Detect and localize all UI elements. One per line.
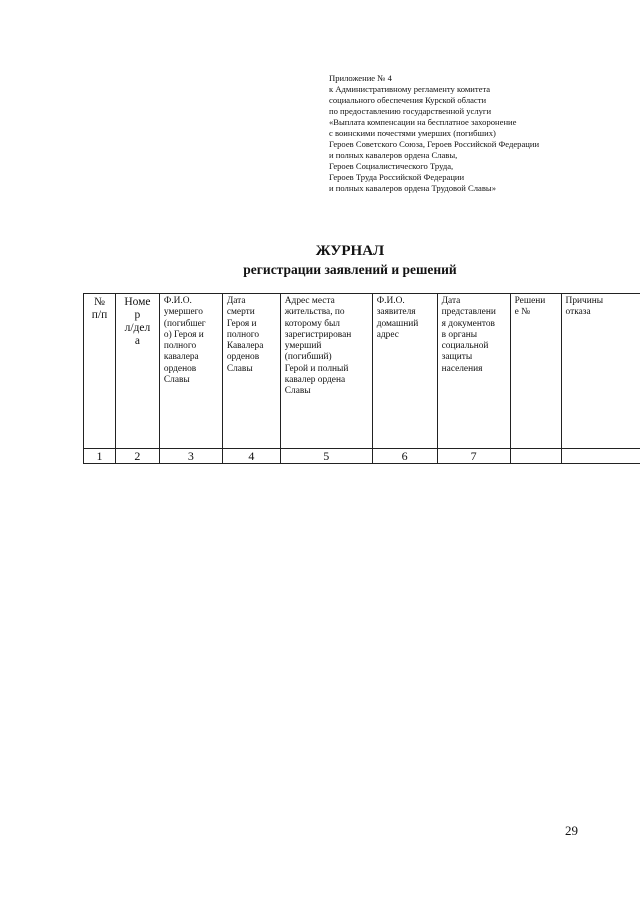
table-header-row (84, 294, 640, 449)
header-line: полного (226, 329, 260, 340)
header-cell-decision-number (510, 294, 561, 449)
appendix-line: «Выплата компенсации на бесплатное захоронение (329, 117, 517, 127)
header-line: Ф.И.О. (376, 296, 405, 306)
header-line: орденов (226, 352, 260, 363)
header-cell-applicant (372, 294, 437, 449)
header-line: которому был (284, 318, 340, 329)
header-line: отказа (565, 307, 591, 318)
header-line: я документов (441, 318, 495, 329)
column-number-cell (510, 449, 561, 464)
header-cell-refusal-reasons (561, 294, 640, 449)
appendix-line: Приложение № 4 (329, 73, 392, 83)
appendix-line: и полных кавалеров ордена Славы, (329, 150, 458, 160)
header-line: защиты (441, 352, 473, 363)
header-line: Героя и (226, 318, 257, 329)
header-cell-deceased-name (159, 294, 222, 449)
header-line: Славы (226, 363, 253, 374)
header-line: Причины (565, 296, 604, 306)
header-line: (погибшег (163, 318, 206, 329)
header-line: о) Героя и (163, 329, 204, 340)
appendix-note (329, 73, 629, 194)
table-number-row (84, 449, 640, 464)
appendix-line: по предоставлению государственной услуги (329, 106, 492, 116)
column-number-cell: 3 (159, 449, 222, 464)
header-line: л/дел (124, 322, 151, 334)
header-line: (погибший) (284, 352, 332, 363)
appendix-line: Героев Социалистического Труда, (329, 161, 454, 171)
column-number-cell: 5 (280, 449, 372, 464)
header-line: п/п (91, 309, 108, 321)
header-line: орденов (163, 363, 197, 374)
header-line: адрес (376, 329, 399, 340)
header-cell-death-date (222, 294, 280, 449)
header-line: представлени (441, 307, 496, 318)
header-line: Решени (514, 296, 546, 306)
header-cell-index (84, 294, 116, 449)
header-line: заявителя (376, 307, 416, 318)
document-title: ЖУРНАЛ (315, 243, 385, 259)
document-subtitle: регистрации заявлений и решений (243, 262, 457, 277)
appendix-line: к Административному регламенту комитета (329, 84, 491, 94)
header-line: населения (441, 363, 483, 374)
header-line: зарегистрирован (284, 329, 352, 340)
appendix-line: с воинскими почестями умерших (погибших) (329, 128, 496, 138)
header-line: домашний (376, 318, 419, 329)
column-number-cell: 1 (84, 449, 116, 464)
header-line: р (134, 309, 141, 321)
header-line: в органы (441, 329, 478, 340)
column-number-cell: 2 (115, 449, 159, 464)
header-line: Славы (163, 375, 190, 386)
column-number-cell: 4 (222, 449, 280, 464)
header-line: Дата (441, 296, 461, 306)
header-line: социальной (441, 341, 489, 352)
column-number-cell: 7 (437, 449, 510, 464)
header-line: Герой и полный (284, 363, 349, 374)
header-cell-case-number (115, 294, 159, 449)
header-line: Кавалера (226, 341, 264, 352)
header-line: № (93, 296, 105, 308)
header-line: Славы (284, 386, 311, 397)
header-line: жительства, по (284, 307, 345, 318)
page-number: 29 (565, 823, 578, 838)
column-number-cell (561, 449, 640, 464)
header-line: Адрес места (284, 296, 335, 306)
header-line: умерший (284, 341, 322, 352)
journal-table (83, 293, 640, 464)
header-line: Дата (226, 296, 246, 306)
header-line: Номе (124, 296, 151, 308)
header-line: смерти (226, 307, 255, 318)
header-line: умершего (163, 307, 203, 318)
appendix-line: и полных кавалеров ордена Трудовой Славы» (329, 183, 496, 193)
header-line: полного (163, 341, 197, 352)
header-line: а (134, 335, 140, 347)
header-line: е № (514, 307, 531, 318)
appendix-line: Героев Труда Российской Федерации (329, 172, 465, 182)
header-line: Ф.И.О. (163, 296, 192, 306)
header-line: кавалера (163, 352, 199, 363)
header-cell-residence-address (280, 294, 372, 449)
header-cell-submission-date (437, 294, 510, 449)
header-line: кавалер ордена (284, 375, 346, 386)
column-number-cell: 6 (372, 449, 437, 464)
appendix-line: социального обеспечения Курской области (329, 95, 487, 105)
appendix-line: Героев Советского Союза, Героев Российской Федерации (329, 139, 540, 149)
